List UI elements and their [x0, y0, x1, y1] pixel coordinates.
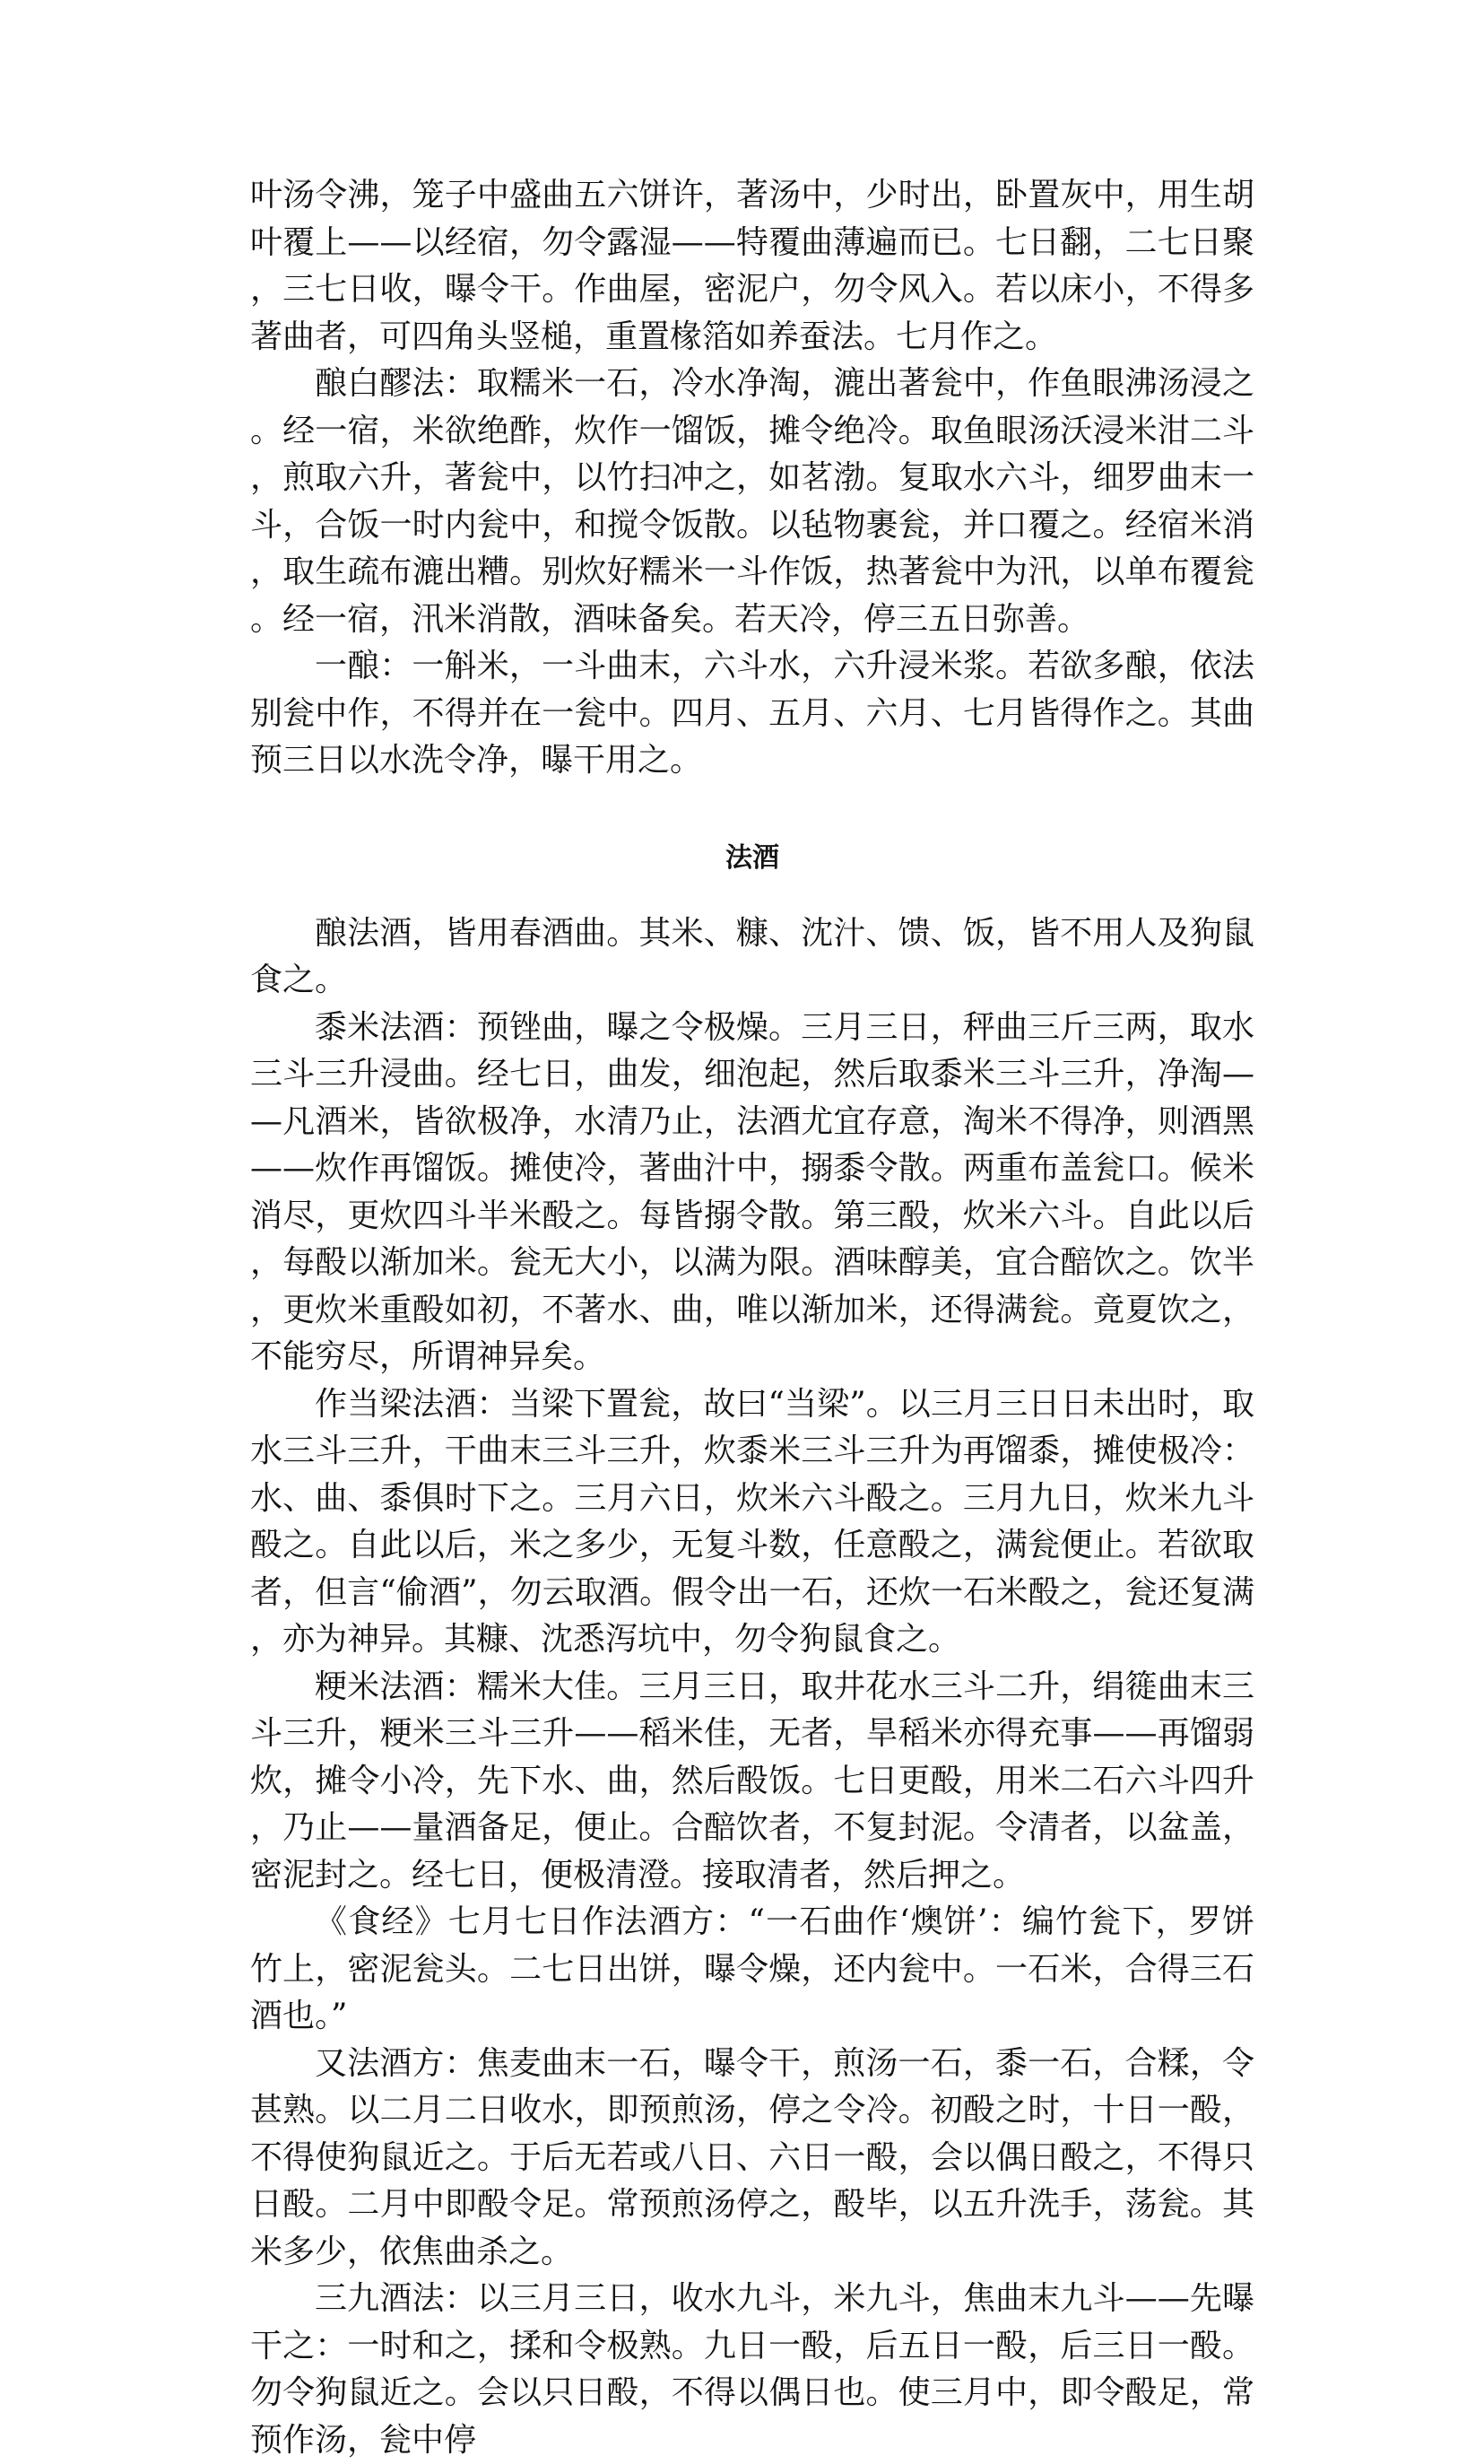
paragraph: 酿白醪法：取糯米一石，冷水净淘，漉出著瓮中，作鱼眼沸汤浸之。经一宿，米欲绝酢，炊作一馏饭，摊令绝冷。取鱼眼汤沃浸米泔二斗，煎取六升，著瓮中，以竹扫冲之，如茗渤。复取水六斗，细罗曲末一斗，合饭一时内瓮中，和搅令饭散。以毡物裹瓮，并口覆之。经宿米消，取生疏布漉出糟。别炊好糯米一斗作饭，热著瓮中为汛，以单布覆瓮。经一宿，汛米消散，酒味备矣。若天冷，停三五日弥善。 [250, 365, 1254, 638]
paragraph: 又法酒方：焦麦曲末一石，曝令干，煎汤一石，黍一石，合糅，令甚熟。以二月二日收水，即预煎汤，停之令冷。初酘之时，十日一酘，不得使狗鼠近之。于后无若或八日、六日一酘，会以偶日酘之，不得只日酘。二月中即酘令足。常预煎汤停之，酘毕，以五升洗手，荡瓮。其米多少，依焦曲杀之。 [250, 2044, 1254, 2270]
paragraph: 酿法酒，皆用春酒曲。其米、糠、沈汁、馈、饭，皆不用人及狗鼠食之。 [250, 914, 1254, 998]
paragraph: 黍米法酒：预锉曲，曝之令极燥。三月三日，秤曲三斤三两，取水三斗三升浸曲。经七日，曲发，细泡起，然后取黍米三斗三升，净淘——凡酒米，皆欲极净，水清乃止，法酒尤宜存意，淘米不得净，则酒黑——炊作再馏饭。摊使冷，著曲汁中，搦黍令散。两重布盖瓮口。候米消尽，更炊四斗半米酘之。每皆搦令散。第三酘，炊米六斗。自此以后，每酘以渐加米。瓮无大小，以满为限。酒味醇美，宜合醅饮之。饮半，更炊米重酘如初，不著水、曲，唯以渐加米，还得满瓮。竟夏饮之，不能穷尽，所谓神异矣。 [250, 1008, 1254, 1375]
section-gap [250, 785, 1254, 808]
document-page [250, 172, 1254, 2464]
paragraph: 《食经》七月七日作法酒方：“一石曲作‘燠饼’：编竹瓮下，罗饼竹上，密泥瓮头。二七日出饼，曝令燥，还内瓮中。一石米，合得三石酒也。” [250, 1903, 1254, 2034]
paragraph: 作当梁法酒：当梁下置瓮，故曰“当梁”。以三月三日日未出时，取水三斗三升，干曲末三斗三升，炊黍米三斗三升为再馏黍，摊使极冷：水、曲、黍俱时下之。三月六日，炊米六斗酘之。三月九日，炊米九斗酘之。自此以后，米之多少，无复斗数，任意酘之，满瓮便止。若欲取者，但言“偷酒”，勿云取酒。假令出一石，还炊一石米酘之，瓮还复满，亦为神异。其糠、沈悉泻坑中，勿令狗鼠食之。 [250, 1385, 1254, 1658]
paragraph: 一酿：一斛米，一斗曲末，六斗水，六升浸米浆。若欲多酿，依法别瓮中作，不得并在一瓮中。四月、五月、六月、七月皆得作之。其曲预三日以水洗令净，曝干用之。 [250, 648, 1254, 779]
paragraph: 三九酒法：以三月三日，收水九斗，米九斗，焦曲末九斗——先曝干之：一时和之，揉和令极熟。九日一酘，后五日一酘，后三日一酘。勿令狗鼠近之。会以只日酘，不得以偶日也。使三月中，即令酘足，常预作汤，瓮中停 [250, 2280, 1254, 2459]
paragraph: 粳米法酒：糯米大佳。三月三日，取井花水三斗二升，绢簁曲末三斗三升，粳米三斗三升——稻米佳，无者，旱稻米亦得充事——再馏弱炊，摊令小冷，先下水、曲，然后酘饭。七日更酘，用米二石六斗四升，乃止——量酒备足，便止。合醅饮者，不复封泥。令清者，以盆盖，密泥封之。经七日，便极清澄。接取清者，然后押之。 [250, 1667, 1254, 1894]
paragraph: 叶汤令沸，笼子中盛曲五六饼许，著汤中，少时出，卧置灰中，用生胡叶覆上——以经宿，勿令露湿——特覆曲薄遍而已。七日翻，二七日聚，三七日收，曝令干。作曲屋，密泥户，勿令风入。若以床小，不得多著曲者，可四角头竖槌，重置椽箔如养蚕法。七月作之。 [250, 177, 1254, 355]
section-title: 法酒 [725, 841, 779, 874]
